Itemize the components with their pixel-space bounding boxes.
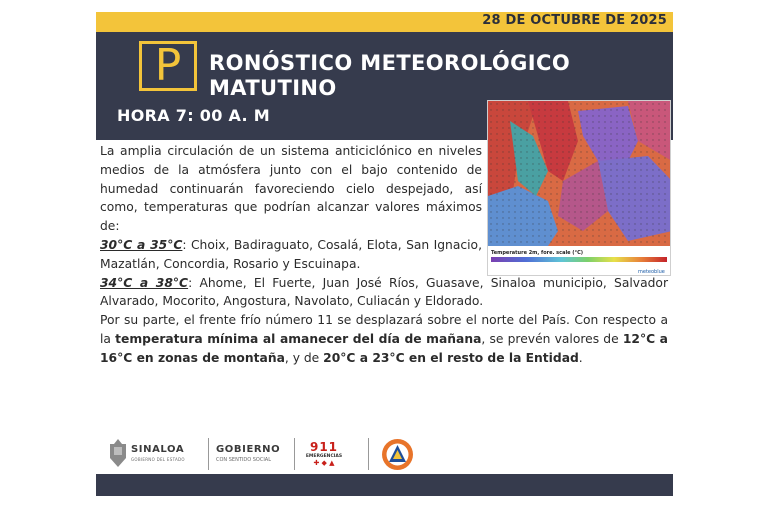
- front-paragraph: [100, 311, 668, 367]
- state-seal-icon: [108, 438, 128, 468]
- date-bar: [96, 12, 673, 32]
- logo-letter-box: [139, 41, 197, 91]
- front-text: Por su parte, el frente frío número 11 se desplazará sobre el norte del País. Con respecto a la: [100, 313, 668, 346]
- range-1-places: : Choix, Badiraguato, Cosalá, Elota, San Ignacio, Mazatlán, Concordia, Rosario y Escuinapa.: [100, 237, 482, 271]
- front-mid: , se prevén valores de: [481, 331, 623, 346]
- min-join: , y de: [284, 350, 324, 365]
- min-rest: 20°C a 23°C en el resto de la Entidad: [323, 350, 579, 365]
- range-2-label: 34°C a 38°C: [100, 275, 189, 290]
- min-mountain: 12°C a 16°C en zonas de montaña: [100, 331, 668, 365]
- range-1-paragraph: [100, 236, 482, 274]
- title-line-2: MATUTINO: [209, 76, 337, 100]
- range-2-paragraph: [100, 274, 668, 312]
- forecast-body: [100, 142, 668, 368]
- gobierno-logo-text: GOBIERNO: [216, 444, 281, 455]
- range-2-places: : Ahome, El Fuerte, Juan José Ríos, Guasave, Sinaloa municipio, Salvador Alvarado, Mocorito, Angostura, Navolato, Culiacán y Eldorado.: [100, 275, 668, 309]
- logo-divider: [208, 438, 209, 470]
- map-brand: meteoblue: [638, 269, 665, 275]
- forecast-card: [96, 12, 673, 496]
- front-bold: temperatura mínima al amanecer del día de mañana: [115, 331, 482, 346]
- logo-divider: [368, 438, 369, 470]
- forecast-date: 28 DE OCTUBRE DE 2025: [482, 13, 667, 28]
- emergency-symbols-icon: ✚ ◆ ▲: [313, 459, 335, 467]
- footer-bar: [96, 474, 673, 496]
- logo-divider: [294, 438, 295, 470]
- emergency-911-number: 911: [309, 440, 339, 454]
- gobierno-logo-subtext: CON SENTIDO SOCIAL: [216, 457, 272, 463]
- forecast-intro: La amplia circulación de un sistema anticiclónico en niveles medios de la atmósfera junto con el bajo contenido de humedad continuarán favoreciendo cielo despejado, así como, temperaturas que podrían alcanzar valores máximos de:: [100, 144, 482, 234]
- map-legend-title: Temperature 2m, fore. scale (°C): [491, 250, 584, 256]
- title-line-1: RONÓSTICO METEOROLÓGICO: [209, 51, 571, 75]
- sinaloa-logo-subtext: GOBIERNO DEL ESTADO: [131, 457, 185, 462]
- footer-logos: [106, 436, 426, 472]
- range-1-label: 30°C a 35°C: [100, 237, 183, 252]
- sinaloa-logo-text: SINALOA: [131, 444, 185, 455]
- forecast-time: HORA 7: 00 A. M: [117, 106, 270, 125]
- emergency-911-logo: [304, 440, 344, 468]
- end-period: .: [578, 350, 583, 365]
- logo-letter: P: [154, 40, 182, 91]
- civil-protection-icon: [381, 438, 414, 471]
- emergency-911-label: EMERGENCIAS: [305, 454, 343, 459]
